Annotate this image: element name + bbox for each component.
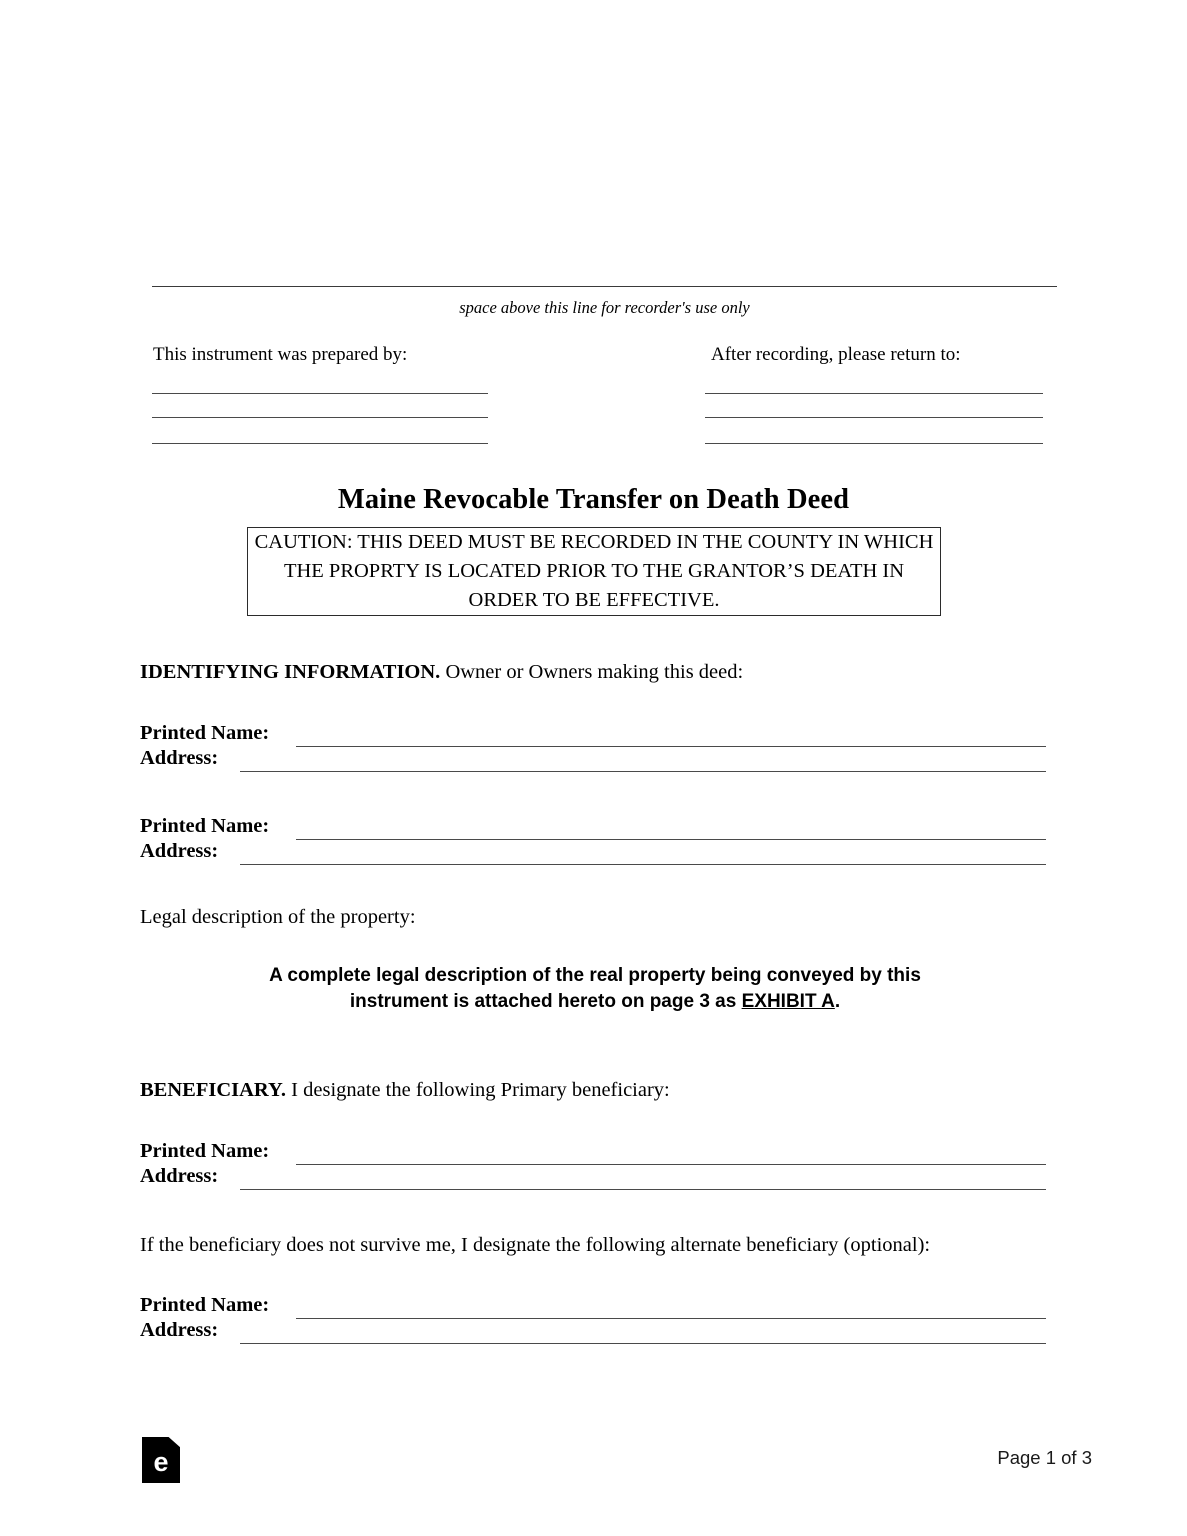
page-title: Maine Revocable Transfer on Death Deed xyxy=(337,484,850,515)
page-number: Page 1 of 3 xyxy=(997,1447,1092,1468)
alternate-beneficiary-prompt: If the beneficiary does not survive me, I designate the following alternate beneficiary (optional): xyxy=(140,1234,931,1256)
return-to-label: After recording, please return to: xyxy=(711,344,961,365)
recorder-divider xyxy=(152,286,1057,287)
primary-beneficiary-printed-name-row xyxy=(140,1140,1050,1163)
prepared-by-line-2[interactable] xyxy=(152,417,488,418)
exhibit-note-line-2-before: instrument is attached hereto on page 3 as xyxy=(349,990,742,1012)
return-to-line-1[interactable] xyxy=(705,393,1043,394)
owner-2-address-row xyxy=(140,840,1050,863)
owner-2-printed-name-row xyxy=(140,815,1050,838)
primary-beneficiary-printed-name-label: Printed Name: xyxy=(140,1140,270,1162)
beneficiary-heading xyxy=(140,1079,670,1102)
owner-2-address-input[interactable] xyxy=(240,864,1046,865)
caution-text: CAUTION: THIS DEED MUST BE RECORDED IN THE COUNTY IN WHICH THE PROPRTY IS LOCATED PRIOR TO THE GRANTOR’S DEATH IN ORDER TO BE EFFECTIVE. xyxy=(254,530,934,612)
owner-1-address-row xyxy=(140,747,1050,770)
beneficiary-heading-bold: BENEFICIARY. xyxy=(140,1079,287,1101)
exhibit-a-reference: EXHIBIT A xyxy=(741,990,835,1012)
return-to-line-3[interactable] xyxy=(705,443,1043,444)
legal-description-prompt: Legal description of the property: xyxy=(140,906,416,928)
primary-beneficiary-address-input[interactable] xyxy=(240,1189,1046,1190)
prepared-by-line-1[interactable] xyxy=(152,393,488,394)
alternate-beneficiary-address-row xyxy=(140,1319,1050,1342)
prepared-by-line-3[interactable] xyxy=(152,443,488,444)
primary-beneficiary-address-row xyxy=(140,1165,1050,1188)
return-to-line-2[interactable] xyxy=(705,417,1043,418)
identifying-information-heading-rest: Owner or Owners making this deed: xyxy=(440,661,744,683)
owner-2-address-label: Address: xyxy=(140,840,219,862)
beneficiary-heading-rest: I designate the following Primary beneficiary: xyxy=(286,1079,670,1101)
exhibit-note xyxy=(140,963,1050,1014)
owner-1-printed-name-row xyxy=(140,722,1050,745)
recorder-caption: space above this line for recorder's use only xyxy=(459,298,750,317)
owner-1-address-input[interactable] xyxy=(240,771,1046,772)
exhibit-note-line-2-after: . xyxy=(834,990,841,1012)
alternate-beneficiary-printed-name-label: Printed Name: xyxy=(140,1294,270,1316)
owner-2-printed-name-label: Printed Name: xyxy=(140,815,270,837)
primary-beneficiary-address-label: Address: xyxy=(140,1165,219,1187)
owner-1-address-label: Address: xyxy=(140,747,219,769)
caution-box xyxy=(247,527,941,616)
alternate-beneficiary-address-label: Address: xyxy=(140,1319,219,1341)
identifying-information-heading-bold: IDENTIFYING INFORMATION. xyxy=(140,661,441,683)
identifying-information-heading xyxy=(140,661,743,684)
alternate-beneficiary-printed-name-row xyxy=(140,1294,1050,1317)
eforms-logo-letter: e xyxy=(153,1447,169,1477)
prepared-by-label: This instrument was prepared by: xyxy=(153,344,408,365)
exhibit-note-line-1: A complete legal description of the real property being conveyed by this xyxy=(269,965,921,986)
alternate-beneficiary-address-input[interactable] xyxy=(240,1343,1046,1344)
eforms-logo-icon xyxy=(142,1437,180,1483)
owner-1-printed-name-label: Printed Name: xyxy=(140,722,270,744)
